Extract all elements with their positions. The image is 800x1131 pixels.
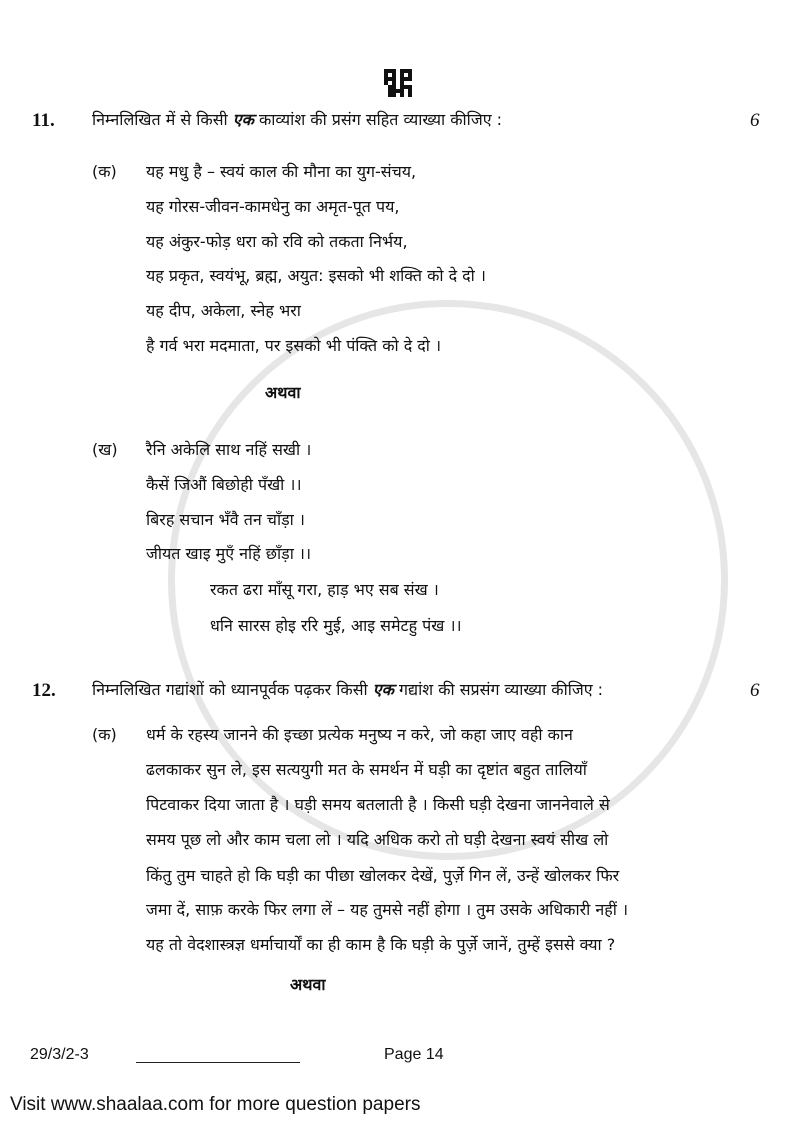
text-line: कैसें जिऔं बिछोही पँखी ।। — [146, 475, 302, 494]
qr-code-icon — [384, 69, 412, 97]
text-line: ढलकाकर सुन ले, इस सत्ययुगी मत के समर्थन में घड़ी का दृष्टांत बहुत तालियाँ — [146, 760, 587, 779]
instruction-text: निम्नलिखित में से किसी — [92, 110, 233, 129]
question-instruction — [92, 110, 502, 130]
text-line: जीयत खाइ मुएँ नहिं छाँड़ा ।। — [146, 544, 312, 563]
text-line: यह तो वेदशास्त्रज्ञ धर्माचार्यों का ही काम है कि घड़ी के पुर्ज़े जानें, तुम्हें इससे क्या ? — [146, 935, 616, 954]
text-line: रैनि अकेलि साथ नहिं सखी । — [146, 440, 312, 459]
question-instruction — [92, 680, 603, 700]
instruction-text: काव्यांश की प्रसंग सहित व्याख्या कीजिए : — [253, 110, 503, 129]
question-number: 12. — [32, 680, 56, 701]
text-line: धर्म के रहस्य जानने की इच्छा प्रत्येक मनुष्य न करे, जो कहा जाए वही कान — [146, 725, 573, 744]
text-line: समय पूछ लो और काम चला लो । यदि अधिक करो तो घड़ी देखना स्वयं सीख लो — [146, 830, 609, 849]
text-line: जमा दें, साफ़ करके फिर लगा लें – यह तुमसे नहीं होगा । तुम उसके अधिकारी नहीं । — [146, 900, 629, 919]
text-line: धनि सारस होइ ररि मुई, आइ समेटहु पंख ।। — [210, 616, 462, 635]
instruction-emphasis: एक — [232, 110, 254, 129]
question-marks: 6 — [750, 680, 760, 701]
text-line: यह गोरस-जीवन-कामधेनु का अमृत-पूत पय, — [146, 197, 400, 216]
text-line: रकत ढरा माँसू गरा, हाड़ भए सब संख । — [210, 580, 439, 599]
visit-link[interactable]: Visit www.shaalaa.com for more question papers — [10, 1094, 421, 1115]
option-label: (क) — [92, 725, 117, 744]
text-line: बिरह सचान भँवै तन चाँड़ा । — [146, 510, 305, 529]
option-label: (क) — [92, 162, 117, 181]
question-number: 11. — [32, 110, 55, 131]
text-line: किंतु तुम चाहते हो कि घड़ी का पीछा खोलकर देखें, पुर्ज़े गिन लें, उन्हें खोलकर फिर — [146, 866, 620, 885]
instruction-text: निम्नलिखित गद्यांशों को ध्यानपूर्वक पढ़कर किसी — [92, 680, 373, 699]
text-line: यह अंकुर-फोड़ धरा को रवि को तकता निर्भय, — [146, 232, 408, 251]
text-line: यह प्रकृत, स्वयंभू, ब्रह्म, अयुत: इसको भी शक्ति को दे दो । — [146, 266, 486, 285]
footer-divider — [136, 1062, 300, 1063]
instruction-text: गद्यांश की सप्रसंग व्याख्या कीजिए : — [393, 680, 604, 699]
text-line: पिटवाकर दिया जाता है । घड़ी समय बतलाती है । किसी घड़ी देखना जाननेवाले से — [146, 795, 610, 814]
paper-code: 29/3/2-3 — [30, 1046, 89, 1063]
or-separator: अथवा — [265, 383, 301, 402]
text-line: यह दीप, अकेला, स्नेह भरा — [146, 301, 301, 320]
option-label: (ख) — [92, 440, 118, 459]
page-number: Page 14 — [384, 1046, 444, 1063]
text-line: यह मधु है – स्वयं काल की मौना का युग-संचय, — [146, 162, 417, 181]
instruction-emphasis: एक — [372, 680, 394, 699]
text-line: है गर्व भरा मदमाता, पर इसको भी पंक्ति को दे दो । — [146, 336, 442, 355]
question-marks: 6 — [750, 110, 760, 131]
or-separator: अथवा — [290, 975, 326, 994]
